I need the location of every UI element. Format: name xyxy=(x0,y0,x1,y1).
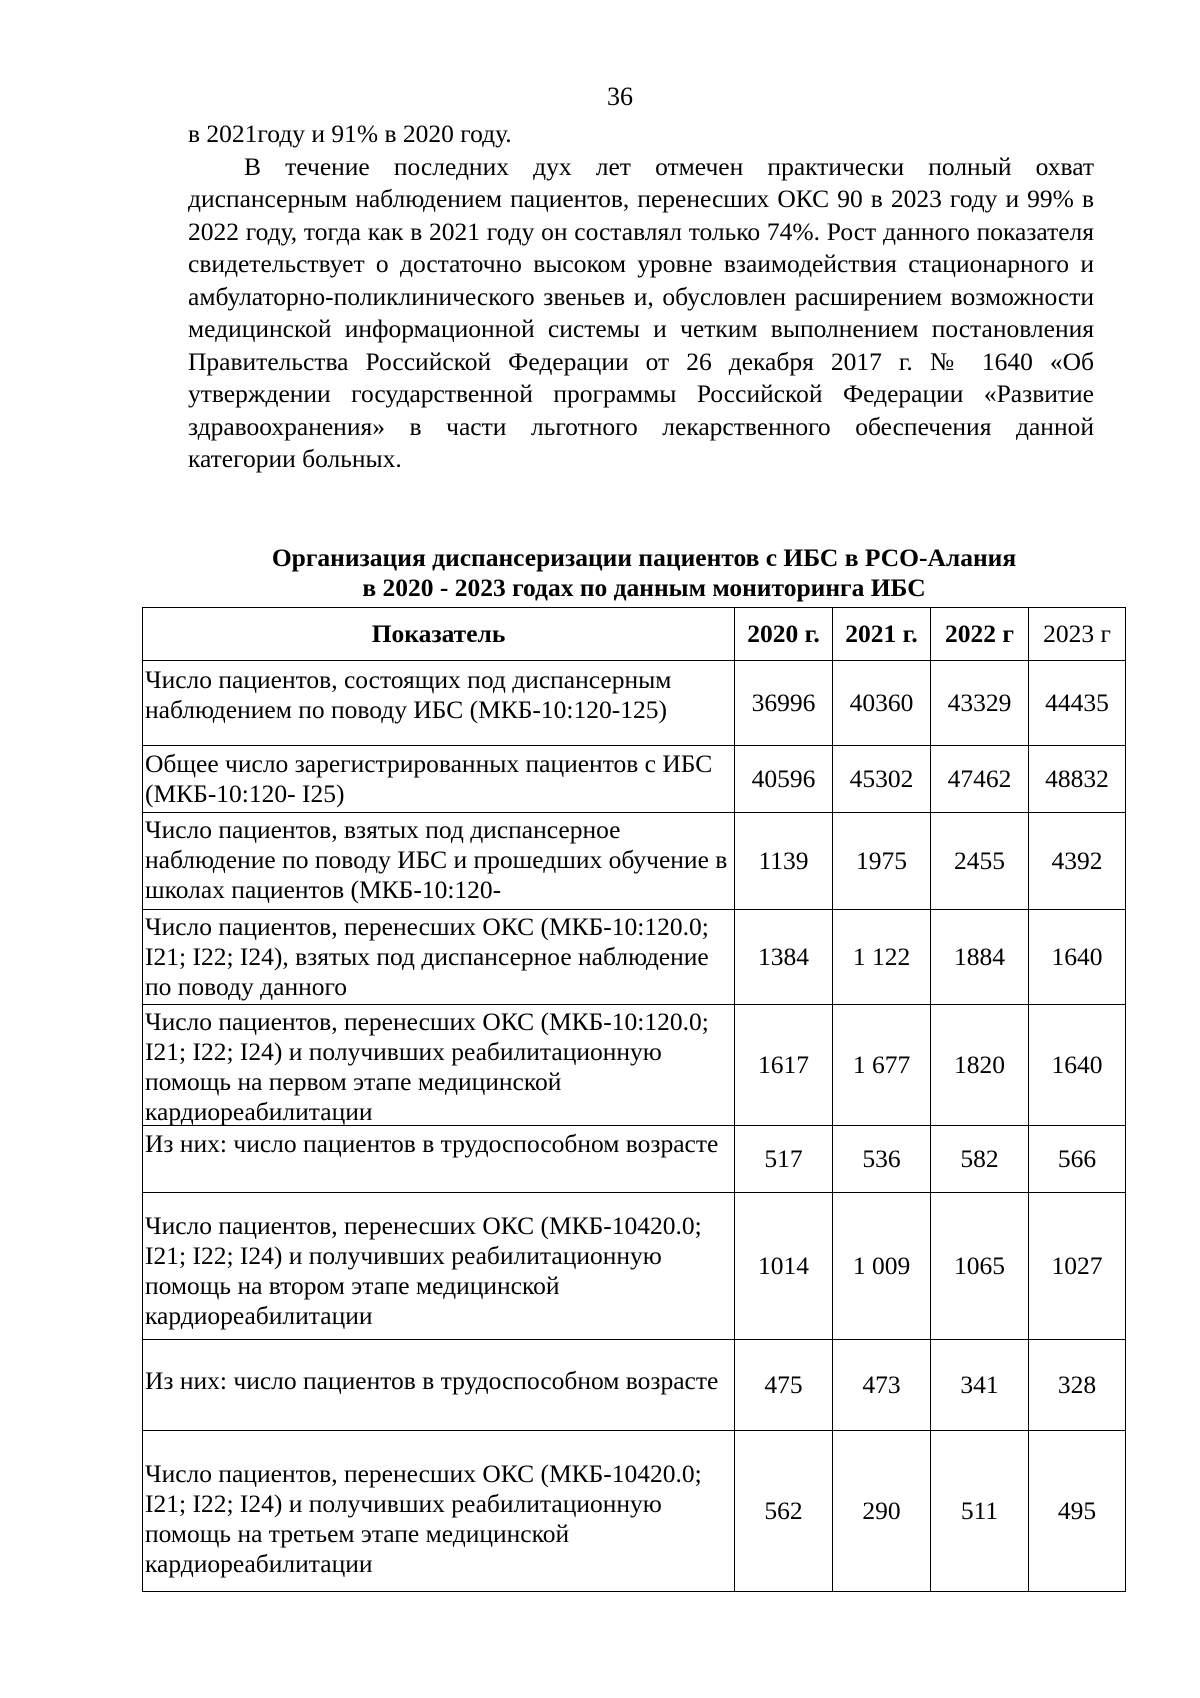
table-row xyxy=(143,1005,1126,1126)
row-label: Из них: число пациентов в трудоспособном возрасте xyxy=(145,1129,719,1158)
table-row xyxy=(143,1340,1126,1431)
value-cell: 36996 xyxy=(735,661,833,746)
value-cell: 43329 xyxy=(931,661,1029,746)
row-label: Из них: число пациентов в трудоспособном возрасте xyxy=(145,1366,719,1395)
value-cell: 1640 xyxy=(1029,1005,1126,1126)
row-label: Число пациентов, перенесших ОКС (МКБ-10:120.0; I21; I22; I24), взятых под диспансерное наблюдение по поводу данного xyxy=(145,912,709,1001)
value-cell: 1065 xyxy=(931,1193,1029,1340)
value-cell: 1820 xyxy=(931,1005,1029,1126)
table-title xyxy=(188,543,1100,603)
table-row xyxy=(143,813,1126,910)
value-cell: 1 009 xyxy=(833,1193,931,1340)
row-label: Число пациентов, взятых под диспансерное наблюдение по поводу ИБС и прошедших обучение в школах пациентов (МКБ-10:120- xyxy=(145,815,728,904)
value-cell: 40360 xyxy=(833,661,931,746)
value-cell: 1 677 xyxy=(833,1005,931,1126)
value-cell: 1884 xyxy=(931,910,1029,1005)
row-label: Число пациентов, перенесших ОКС (МКБ-10420.0; I21; I22; I24) и получивших реабилитационную помощь на третьем этапе медицинской кардиореабилитации xyxy=(145,1459,702,1578)
row-label-cell xyxy=(143,813,735,910)
header-year: 2022 г xyxy=(931,608,1029,661)
value-cell: 562 xyxy=(735,1431,833,1592)
table-title-line-1: Организация диспансеризации пациентов с ИБС в РСО-Алания xyxy=(271,543,1017,572)
row-label-cell xyxy=(143,746,735,813)
value-cell: 511 xyxy=(931,1431,1029,1592)
value-cell: 40596 xyxy=(735,746,833,813)
row-label-cell xyxy=(143,661,735,746)
value-cell: 44435 xyxy=(1029,661,1126,746)
table-row xyxy=(143,1126,1126,1193)
header-year: 2021 г. xyxy=(833,608,931,661)
value-cell: 45302 xyxy=(833,746,931,813)
table-row xyxy=(143,1431,1126,1592)
value-cell: 517 xyxy=(735,1126,833,1193)
value-cell: 582 xyxy=(931,1126,1029,1193)
value-cell: 48832 xyxy=(1029,746,1126,813)
row-label-cell xyxy=(143,1193,735,1340)
value-cell: 473 xyxy=(833,1340,931,1431)
header-year: 2020 г. xyxy=(735,608,833,661)
value-cell: 536 xyxy=(833,1126,931,1193)
row-label-cell xyxy=(143,1431,735,1592)
row-label-cell xyxy=(143,1126,735,1193)
value-cell: 290 xyxy=(833,1431,931,1592)
header-indicator: Показатель xyxy=(143,608,735,661)
table-row xyxy=(143,910,1126,1005)
table-row xyxy=(143,661,1126,746)
value-cell: 2455 xyxy=(931,813,1029,910)
table-title-line-2: в 2020 - 2023 годах по данным мониторинга ИБС xyxy=(362,573,926,602)
table-row xyxy=(143,1193,1126,1340)
header-year: 2023 г xyxy=(1029,608,1126,661)
row-label: Число пациентов, перенесших ОКС (МКБ-10420.0; I21; I22; I24) и получивших реабилитационную помощь на втором этапе медицинской кардиореабилитации xyxy=(145,1211,702,1330)
table-row xyxy=(143,746,1126,813)
row-label: Число пациентов, перенесших ОКС (МКБ-10:120.0; I21; I22; I24) и получивших реабилитационную помощь на первом этапе медицинской кардиореабилитации xyxy=(145,1007,709,1125)
data-table xyxy=(142,607,1126,1592)
value-cell: 4392 xyxy=(1029,813,1126,910)
value-cell: 1384 xyxy=(735,910,833,1005)
value-cell: 1975 xyxy=(833,813,931,910)
row-label-cell xyxy=(143,1005,735,1126)
row-label-cell xyxy=(143,1340,735,1431)
value-cell: 47462 xyxy=(931,746,1029,813)
paragraph-continuation: в 2021году и 91% в 2020 году. xyxy=(188,119,512,148)
row-label: Общее число зарегистрированных пациентов с ИБС (МКБ-10:120- I25) xyxy=(145,749,713,808)
value-cell: 1014 xyxy=(735,1193,833,1340)
row-label-cell xyxy=(143,910,735,1005)
row-label: Число пациентов, состоящих под диспансерным наблюдением по поводу ИБС (МКБ-10:120-125) xyxy=(145,665,672,724)
page-number: 36 xyxy=(607,82,633,111)
value-cell: 495 xyxy=(1029,1431,1126,1592)
paragraph: В течение последних дух лет отмечен практически полный охват диспансерным наблюдением пациентов, перенесших ОКС 90 в 2023 году и 99% в 2022 году, тогда как в 2021 году он составлял только 74%. Рост данного показателя свидетельствует о достаточно высоком уровне взаимодействия стационарного и амбулаторно-поликлинического звеньев и, обусловлен расширением возможности медицинской информационной системы и четким выполнением постановления Правительства Российской Федерации от 26 декабря 2017 г. № 1640 «Об утверждении государственной программы Российской Федерации «Развитие здравоохранения» в части льготного лекарственного обеспечения данной категории больных. xyxy=(188,151,1094,473)
value-cell: 1617 xyxy=(735,1005,833,1126)
value-cell: 1640 xyxy=(1029,910,1126,1005)
value-cell: 475 xyxy=(735,1340,833,1431)
value-cell: 1139 xyxy=(735,813,833,910)
table-header-row xyxy=(143,608,1126,661)
value-cell: 1 122 xyxy=(833,910,931,1005)
value-cell: 566 xyxy=(1029,1126,1126,1193)
value-cell: 328 xyxy=(1029,1340,1126,1431)
value-cell: 341 xyxy=(931,1340,1029,1431)
value-cell: 1027 xyxy=(1029,1193,1126,1340)
body-text xyxy=(188,118,1094,476)
